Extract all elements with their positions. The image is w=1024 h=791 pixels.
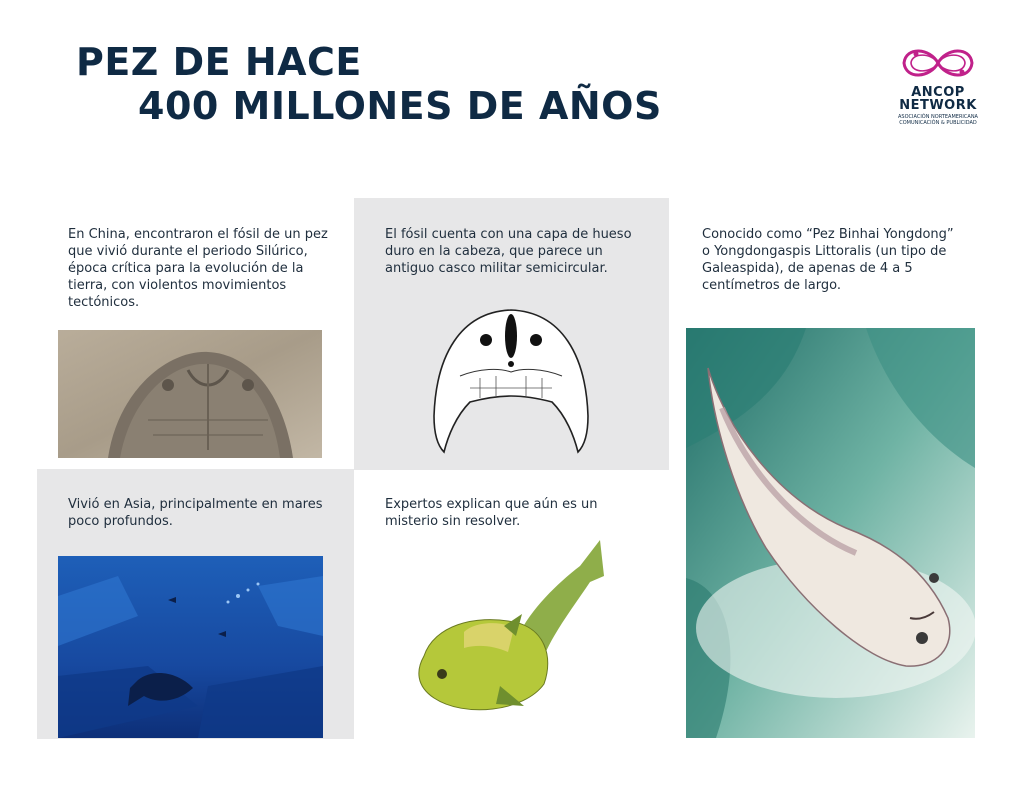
page-title-line-2: 400 MILLONES DE AÑOS xyxy=(138,84,662,128)
card-casco-text: El fósil cuenta con una capa de hueso duro en la cabeza, que parece un antiguo casco militar semicircular. xyxy=(385,227,632,276)
logo-subtitle-2: COMUNICACIÓN & PUBLICIDAD xyxy=(899,120,977,126)
ancop-network-logo xyxy=(888,42,988,142)
fossil-photo xyxy=(58,330,322,458)
skull-drawing xyxy=(430,306,592,454)
fish-reconstruction xyxy=(686,328,975,738)
logo-subtitle-1: ASOCIACIÓN NORTEAMERICANA xyxy=(898,114,978,120)
card-nombre-text: Conocido como “Pez Binhai Yongdong” o Yongdongaspis Littoralis (un tipo de Galeaspida), de apenas de 4 a 5 centímetros de largo. xyxy=(702,227,954,293)
card-china-text: En China, encontraron el fósil de un pez que vivió durante el periodo Silúrico, época crítica para la evolución de la tierra, con violentos movimientos tectónicos. xyxy=(68,227,328,310)
card-asia-text: Vivió en Asia, principalmente en mares poco profundos. xyxy=(68,497,323,529)
infinity-logo-icon xyxy=(896,42,980,84)
page-title-line-1: PEZ DE HACE xyxy=(76,40,362,84)
underwater-scene xyxy=(58,556,323,738)
card-misterio-text: Expertos explican que aún es un misterio sin resolver. xyxy=(385,497,598,529)
logo-text-ancop: ANCOP xyxy=(911,85,965,100)
fish-illustration xyxy=(404,536,610,722)
logo-text-network: NETWORK xyxy=(899,98,977,113)
